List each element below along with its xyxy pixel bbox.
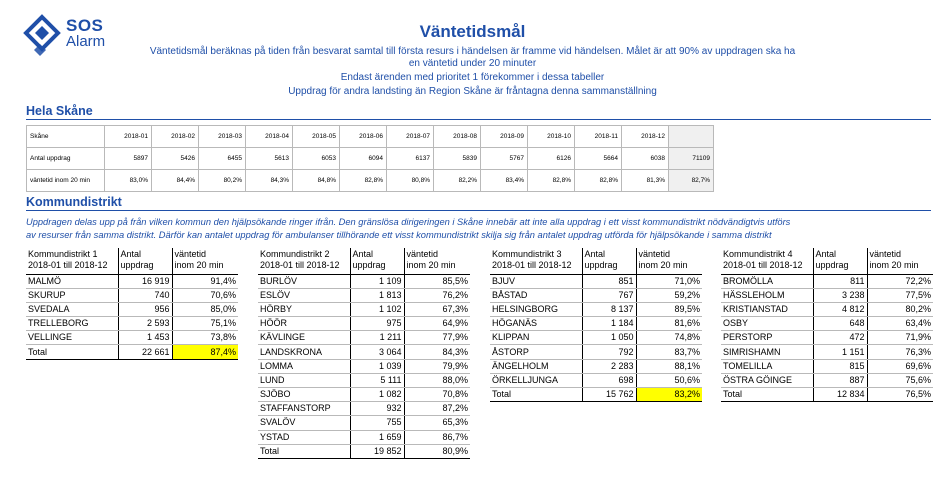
table-row [721,302,933,316]
antal-value: 811 [813,274,867,288]
table-row [26,317,238,331]
page-title: Väntetidsmål [419,22,526,41]
table-row [26,274,238,288]
kommundistrikt-table-3 [490,248,702,402]
total-row [258,444,470,458]
antal-value: 5 111 [350,373,404,387]
district-name-header [721,248,813,274]
antal-value: 698 [582,373,636,387]
antal-value: 1 659 [350,430,404,444]
antal-value: 975 [350,317,404,331]
skane-cell: 5897 [105,148,152,170]
total-vantetid: 83,2% [636,388,702,402]
antal-value: 16 919 [118,274,172,288]
table-row [490,359,702,373]
table-row [258,302,470,316]
description-line-1: Uppdragen delas upp på från vilken kommun den hjälpsökande ringer ifrån. Den gränslösa dirigeringen i Skåne innebär att inte alla uppdrag i ett visst kommundistrikt nödvändigtvis utförs [26,217,791,227]
skane-cell: 82,2% [434,170,481,192]
skane-cell: 71109 [669,148,714,170]
skane-cell: 5839 [434,148,481,170]
total-row [490,388,702,402]
skane-cell: 84,8% [293,170,340,192]
table-row [721,359,933,373]
antal-value: 4 812 [813,302,867,316]
antal-value: 1 453 [118,331,172,345]
skane-cell: 6126 [528,148,575,170]
table-header-row [490,248,702,274]
skane-cell: 84,4% [152,170,199,192]
total-label: Total [258,444,350,458]
table-row [721,317,933,331]
kommun-name: BJUV [490,274,582,288]
skane-cell: 2018-03 [199,126,246,148]
table-row [258,317,470,331]
skane-cell: 81,3% [622,170,669,192]
header-line-4: Uppdrag för andra landsting än Region Skåne är fråntagna denna sammanställning [288,86,657,97]
total-antal: 12 834 [813,388,867,402]
antal-value: 755 [350,416,404,430]
antal-value: 1 039 [350,359,404,373]
vantetid-value: 77,5% [867,288,933,302]
antal-value: 648 [813,317,867,331]
total-row [721,388,933,402]
skane-cell: 2018-08 [434,126,481,148]
skane-cell: 82,8% [340,170,387,192]
skane-cell: 5613 [246,148,293,170]
district-name-header-line-2: 2018-01 till 2018-12 [492,260,572,270]
antal-value: 1 151 [813,345,867,359]
antal-value: 851 [582,274,636,288]
table-row [258,331,470,345]
table-row [490,302,702,316]
antal-value: 792 [582,345,636,359]
kommundistrikt-table-1 [26,248,238,360]
district-name-header [26,248,118,274]
table-header-row [258,248,470,274]
table-row [258,388,470,402]
antal-value: 815 [813,359,867,373]
kommun-name: HELSINGBORG [490,302,582,316]
table-row [258,373,470,387]
kommun-name: TOMELILLA [721,359,813,373]
district-name-header-line-2: 2018-01 till 2018-12 [260,260,340,270]
vantetid-header-line-1: väntetid [869,249,902,259]
vantetid-header [867,248,933,274]
kommun-name: KRISTIANSTAD [721,302,813,316]
skane-cell: 84,3% [246,170,293,192]
table-row [258,359,470,373]
vantetid-value: 85,0% [172,302,238,316]
kommun-name: LOMMA [258,359,350,373]
kommun-name: ESLÖV [258,288,350,302]
antal-value: 1 813 [350,288,404,302]
vantetid-value: 79,9% [404,359,470,373]
kommun-name: VELLINGE [26,331,118,345]
vantetid-value: 88,0% [404,373,470,387]
skane-cell: 2018-07 [387,126,434,148]
vantetid-value: 88,1% [636,359,702,373]
antal-value: 3 238 [813,288,867,302]
kommun-name: HÖGANÄS [490,317,582,331]
skane-cell: 82,7% [669,170,714,192]
vantetid-value: 65,3% [404,416,470,430]
vantetid-value: 69,6% [867,359,933,373]
vantetid-header-line-2: inom 20 min [869,260,919,270]
antal-value: 767 [582,288,636,302]
kommun-name: STAFFANSTORP [258,402,350,416]
kommun-name: ÄNGELHOLM [490,359,582,373]
antal-header-line-2: uppdrag [352,260,386,270]
section-heading-hela-skane: Hela Skåne [26,104,93,118]
antal-header-line-2: uppdrag [120,260,154,270]
skane-cell: Skåne [27,126,105,148]
kommun-name: HÖÖR [258,317,350,331]
total-vantetid: 80,9% [404,444,470,458]
vantetid-value: 71,0% [636,274,702,288]
total-antal: 22 661 [118,345,172,359]
antal-value: 1 102 [350,302,404,316]
antal-value: 740 [118,288,172,302]
skane-cell: 2018-11 [575,126,622,148]
antal-value: 1 211 [350,331,404,345]
table-row [258,416,470,430]
skane-cell: 6455 [199,148,246,170]
vantetid-header-line-2: inom 20 min [406,260,456,270]
vantetid-value: 87,2% [404,402,470,416]
skane-cell: 5767 [481,148,528,170]
logo-text-line2: Alarm [66,33,106,50]
vantetid-value: 77,9% [404,331,470,345]
antal-value: 2 593 [118,317,172,331]
skane-cell: 5426 [152,148,199,170]
skane-cell: 2018-02 [152,126,199,148]
table-row [490,331,702,345]
skane-cell: 80,8% [387,170,434,192]
vantetid-value: 59,2% [636,288,702,302]
kommun-name: SIMRISHAMN [721,345,813,359]
antal-value: 1 050 [582,331,636,345]
section-heading-kommundistrikt: Kommundistrikt [26,195,122,209]
district-name-header-line-1: Kommundistrikt 1 [28,249,98,259]
district-name-header [258,248,350,274]
antal-header-line-1: Antal [584,249,606,259]
skane-cell: 2018-05 [293,126,340,148]
total-row [26,345,238,359]
skane-summary-table [26,125,714,192]
skane-cell: 5664 [575,148,622,170]
antal-value: 3 064 [350,345,404,359]
table-row [490,288,702,302]
total-antal: 15 762 [582,388,636,402]
skane-cell: 2018-09 [481,126,528,148]
antal-value: 887 [813,373,867,387]
table-row [721,373,933,387]
kommun-name: SVALÖV [258,416,350,430]
antal-value: 956 [118,302,172,316]
kommun-name: PERSTORP [721,331,813,345]
antal-value: 472 [813,331,867,345]
table-row [258,402,470,416]
kommun-name: ÖRKELLJUNGA [490,373,582,387]
vantetid-value: 50,6% [636,373,702,387]
skane-cell: 2018-06 [340,126,387,148]
antal-header [582,248,636,274]
vantetid-header-line-2: inom 20 min [638,260,688,270]
table-row [721,288,933,302]
table-row [258,345,470,359]
vantetid-value: 91,4% [172,274,238,288]
district-name-header-line-1: Kommundistrikt 4 [723,249,793,259]
district-name-header-line-1: Kommundistrikt 2 [260,249,330,259]
district-name-header-line-2: 2018-01 till 2018-12 [723,260,803,270]
vantetid-value: 80,2% [867,302,933,316]
table-row [258,288,470,302]
skane-cell: 6053 [293,148,340,170]
total-antal: 19 852 [350,444,404,458]
antal-header-line-1: Antal [120,249,142,259]
kommundistrikt-table-4 [721,248,933,402]
vantetid-value: 73,8% [172,331,238,345]
antal-value: 2 283 [582,359,636,373]
antal-header-line-2: uppdrag [584,260,618,270]
vantetid-value: 86,7% [404,430,470,444]
vantetid-header-line-2: inom 20 min [174,260,224,270]
kommundistrikt-table-2 [258,248,470,459]
district-name-header-line-1: Kommundistrikt 3 [492,249,562,259]
vantetid-value: 70,8% [404,388,470,402]
skane-header-row [27,126,714,148]
skane-cell: 6038 [622,148,669,170]
vantetid-header [404,248,470,274]
table-row [258,430,470,444]
kommun-name: LUND [258,373,350,387]
skane-cell: 2018-10 [528,126,575,148]
table-row [26,302,238,316]
total-label: Total [26,345,118,359]
table-row [26,331,238,345]
table-row [490,274,702,288]
vantetid-value: 75,1% [172,317,238,331]
vantetid-value: 64,9% [404,317,470,331]
kommun-name: SKURUP [26,288,118,302]
vantetid-value: 84,3% [404,345,470,359]
vantetid-value: 72,2% [867,274,933,288]
header-line-3: Endast ärenden med prioritet 1 förekommer i dessa tabeller [340,72,605,83]
vantetid-value: 76,3% [867,345,933,359]
antal-header [813,248,867,274]
vantetid-value: 81,6% [636,317,702,331]
kommun-name: KLIPPAN [490,331,582,345]
vantetid-value: 76,2% [404,288,470,302]
skane-cell: 6137 [387,148,434,170]
vantetid-value: 75,6% [867,373,933,387]
vantetid-value: 89,5% [636,302,702,316]
antal-value: 1 184 [582,317,636,331]
table-header-row [721,248,933,274]
kommun-name: TRELLEBORG [26,317,118,331]
table-row [490,317,702,331]
vantetid-header [172,248,238,274]
skane-cell: 80,2% [199,170,246,192]
kommundistrikt-description [26,216,931,242]
kommun-name: BURLÖV [258,274,350,288]
vantetid-value: 67,3% [404,302,470,316]
skane-cell: 2018-12 [622,126,669,148]
kommun-name: KÄVLINGE [258,331,350,345]
description-line-2: av resurser från samma distrikt. Därför kan antalet uppdrag för ambulanser tillhörande ett visst kommundistrikt skilja sig från antalet uppdrag utförda för hjälpsökande i samma distrikt [26,230,772,240]
kommun-name: BÅSTAD [490,288,582,302]
vantetid-value: 63,4% [867,317,933,331]
district-name-header-line-2: 2018-01 till 2018-12 [28,260,108,270]
header-line-2: en väntetid under 20 minuter [408,58,537,69]
total-label: Total [721,388,813,402]
vantetid-value: 74,8% [636,331,702,345]
table-row [721,331,933,345]
total-vantetid: 87,4% [172,345,238,359]
kommun-name: OSBY [721,317,813,331]
total-vantetid: 76,5% [867,388,933,402]
kommun-name: HÄSSLEHOLM [721,288,813,302]
total-label: Total [490,388,582,402]
kommun-name: MALMÖ [26,274,118,288]
kommun-name: SJÖBO [258,388,350,402]
antal-header-line-2: uppdrag [815,260,849,270]
antal-header-line-1: Antal [352,249,374,259]
antal-header-line-1: Antal [815,249,837,259]
district-name-header [490,248,582,274]
section-divider [26,210,931,211]
table-row [258,274,470,288]
antal-value: 932 [350,402,404,416]
kommun-name: SVEDALA [26,302,118,316]
kommun-name: ÖSTRA GÖINGE [721,373,813,387]
vantetid-value: 70,6% [172,288,238,302]
skane-cell: 82,8% [528,170,575,192]
antal-header [118,248,172,274]
kommun-name: BROMÖLLA [721,274,813,288]
antal-value: 8 137 [582,302,636,316]
vantetid-header [636,248,702,274]
skane-cell: 83,0% [105,170,152,192]
vantetid-header-line-1: väntetid [174,249,207,259]
table-row [26,288,238,302]
antal-value: 1 109 [350,274,404,288]
table-row [721,345,933,359]
antal-header [350,248,404,274]
skane-row-antal [27,148,714,170]
table-row [490,373,702,387]
header-line-1: Väntetidsmål beräknas på tiden från besvarat samtal till första resurs i händelsen är framme vid händelsen. Målet är att 90% av uppdragen ska ha [149,46,796,57]
vantetid-header-line-1: väntetid [406,249,439,259]
kommun-name: ÅSTORP [490,345,582,359]
skane-row-vantetid [27,170,714,192]
skane-cell: 6094 [340,148,387,170]
section-divider [26,119,931,120]
kommun-name: HÖRBY [258,302,350,316]
kommun-name: YSTAD [258,430,350,444]
skane-cell: väntetid inom 20 min [27,170,105,192]
skane-cell: 82,8% [575,170,622,192]
logo-text-line1: SOS [66,16,104,35]
table-row [490,345,702,359]
vantetid-header-line-1: väntetid [638,249,671,259]
antal-value: 1 082 [350,388,404,402]
skane-cell: Antal uppdrag [27,148,105,170]
kommun-name: LANDSKRONA [258,345,350,359]
skane-cell: 2018-01 [105,126,152,148]
skane-cell: 2018-04 [246,126,293,148]
table-header-row [26,248,238,274]
vantetid-value: 83,7% [636,345,702,359]
skane-cell: 83,4% [481,170,528,192]
vantetid-value: 71,9% [867,331,933,345]
vantetid-value: 85,5% [404,274,470,288]
skane-cell [669,126,714,148]
table-row [721,274,933,288]
